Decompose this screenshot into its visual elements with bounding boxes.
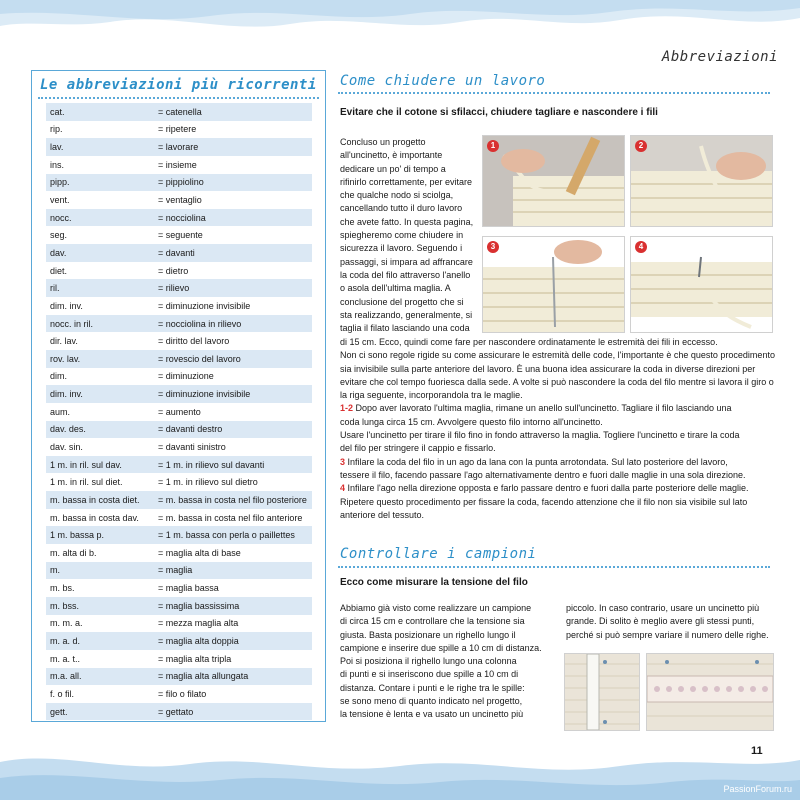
step-badge-1: 1 [487, 140, 499, 152]
abbreviation-meaning: = pippiolino [156, 174, 312, 192]
abbreviation-meaning: = maglia bassa [156, 579, 312, 597]
abbreviation-meaning: = maglia bassissima [156, 597, 312, 615]
abbreviation-row [46, 438, 312, 456]
abbreviation-meaning: = insieme [156, 156, 312, 174]
abbreviation-meaning: = aumento [156, 403, 312, 421]
abbreviation-row [46, 668, 312, 686]
step-photo-2-illustration [631, 136, 772, 226]
step-photo-3-illustration [483, 237, 624, 332]
abbreviation-row [46, 385, 312, 403]
abbreviation-term: dim. inv. [46, 297, 156, 315]
samples-left-line: Abbiamo già visto come realizzare un campione [340, 603, 532, 613]
step-1-2-line: del filo per stringere il cappio e fissarlo. [340, 443, 496, 454]
step-1-2-number: 1-2 [340, 403, 354, 414]
step-photo-4 [630, 236, 773, 333]
samples-section-title: Controllare i campioni [340, 546, 537, 562]
abbreviation-term: diet. [46, 262, 156, 280]
closing-intro-line: passaggi, si impara ad affrancare [340, 256, 473, 267]
closing-body-line: la riga seguente, incorporandola tra le maglie. [340, 390, 523, 401]
closing-intro-line: che avete fatto. In questa pagina, [340, 216, 474, 227]
abbreviation-term: rov. lav. [46, 350, 156, 368]
abbreviations-title: Le abbreviazioni più ricorrenti [40, 77, 317, 93]
samples-right-line: piccolo. In caso contrario, usare un uncinetto più [566, 603, 760, 613]
gauge-photo-1-illustration [565, 654, 639, 730]
abbreviation-term: vent. [46, 191, 156, 209]
abbreviation-row [46, 350, 312, 368]
closing-intro-line: che qualche nodo si sciolga, [340, 190, 454, 201]
abbreviation-row [46, 209, 312, 227]
abbreviation-term: dir. lav. [46, 332, 156, 350]
abbreviation-row [46, 368, 312, 386]
abbreviation-term: m. a. t.. [46, 650, 156, 668]
abbreviation-row [46, 685, 312, 703]
abbreviation-term: aum. [46, 403, 156, 421]
abbreviation-term: m. m. a. [46, 615, 156, 633]
watermark: PassionForum.ru [723, 784, 792, 794]
samples-left-lines [340, 602, 562, 722]
closing-body [340, 336, 775, 522]
abbreviation-meaning: = maglia alta doppia [156, 632, 312, 650]
abbreviation-row [46, 262, 312, 280]
abbreviation-meaning: = maglia alta allungata [156, 668, 312, 686]
step-3-line: tessere il filo, facendo passare l'ago alternativamente dentro e fuori dalle maglie in una sola direzione. [340, 469, 746, 480]
closing-intro-line: dedicare un po' di tempo a [340, 163, 446, 174]
abbreviation-meaning: = dietro [156, 262, 312, 280]
abbreviation-meaning: = gettato [156, 703, 312, 721]
closing-body-line: sia invisibile sulla parte anteriore del lavoro. È una buona idea assicurare la coda in diverse direzioni per [340, 363, 756, 374]
abbreviation-meaning: = m. bassa in costa nel filo posteriore [156, 491, 312, 509]
abbreviation-row [46, 421, 312, 439]
closing-intro-line: all'uncinetto, è importante [340, 150, 443, 161]
step-photo-4-illustration [631, 237, 772, 332]
abbreviation-row [46, 562, 312, 580]
step-badge-4: 4 [635, 241, 647, 253]
abbreviation-row [46, 632, 312, 650]
abbreviation-row [46, 650, 312, 668]
samples-left-line: di punti e si inseriscono due spille a 10 cm di [340, 669, 519, 680]
abbreviation-term: nocc. [46, 209, 156, 227]
abbreviation-row [46, 191, 312, 209]
step-1-2-rest [340, 416, 775, 456]
samples-left-text [340, 602, 562, 722]
abbreviation-meaning: = ripetere [156, 121, 312, 139]
closing-intro [340, 136, 480, 335]
abbreviation-row [46, 226, 312, 244]
abbreviation-term: ril. [46, 279, 156, 297]
closing-intro-lines [340, 136, 480, 335]
abbreviation-meaning: = seguente [156, 226, 312, 244]
abbreviation-term: dav. sin. [46, 438, 156, 456]
abbreviation-term: m. bss. [46, 597, 156, 615]
samples-left-line: giusta. Basta posizionare un righello lungo il [340, 629, 516, 640]
abbreviation-row [46, 473, 312, 491]
abbreviation-meaning: = maglia alta tripla [156, 650, 312, 668]
samples-left-line: Poi si posiziona il righello lungo una colonna [340, 656, 517, 667]
abbreviation-row [46, 526, 312, 544]
abbreviation-term: 1 m. in ril. sul diet. [46, 473, 156, 491]
abbreviation-meaning: = diminuzione invisibile [156, 385, 312, 403]
abbreviation-term: 1 m. in ril. sul dav. [46, 456, 156, 474]
abbreviation-term: dim. [46, 368, 156, 386]
closing-intro-line: la coda del filo attraverso l'anello [340, 269, 471, 280]
abbreviation-meaning: = lavorare [156, 138, 312, 156]
abbreviation-meaning: = rilievo [156, 279, 312, 297]
gauge-photo-1 [564, 653, 640, 731]
closing-title-divider [338, 92, 770, 94]
closing-intro-line: cancellando tutto il duro lavoro [340, 203, 463, 214]
samples-left-line: di circa 15 cm e controllare che la tensione sia [340, 616, 525, 627]
abbreviation-row [46, 315, 312, 333]
abbreviation-meaning: = nocciolina in rilievo [156, 315, 312, 333]
abbreviation-meaning: = davanti [156, 244, 312, 262]
abbreviation-row [46, 544, 312, 562]
step-1-2-line: Usare l'uncinetto per tirare il filo fino in fondo attraverso la maglia. Togliere l'uncinetto e tirare la coda [340, 430, 740, 441]
abbreviation-term: ins. [46, 156, 156, 174]
abbreviation-row [46, 703, 312, 721]
abbreviation-meaning: = 1 m. in rilievo sul dietro [156, 473, 312, 491]
closing-intro-line: rifinirlo correttamente, per evitare [340, 176, 473, 187]
step-1-2-line: coda lunga circa 15 cm. Avvolgere questo filo intorno all'uncinetto. [340, 416, 603, 427]
abbreviation-row [46, 491, 312, 509]
samples-title-divider [338, 566, 770, 568]
gauge-photo-2-illustration [647, 654, 773, 730]
abbreviation-row [46, 103, 312, 121]
abbreviation-term: seg. [46, 226, 156, 244]
abbreviation-meaning: = filo o filato [156, 685, 312, 703]
closing-intro-line: spiegheremo come chiudere in [340, 230, 464, 241]
step-4 [340, 482, 775, 495]
step-4-number: 4 [340, 483, 346, 494]
abbreviation-meaning: = mezza maglia alta [156, 615, 312, 633]
step-4-line-0: Infilare l'ago nella direzione opposta e farlo passare dentro e fuori dalla parte posteriore delle maglie. [345, 483, 749, 494]
closing-body-line: di 15 cm. Ecco, quindi come fare per nascondere ordinatamente le estremità dei fili in eccesso. [340, 337, 718, 347]
abbreviation-row [46, 456, 312, 474]
closing-intro-line: sta realizzando, generalmente, si [340, 309, 473, 320]
samples-left-line: campione e inserire due spille a 10 cm di distanza. [340, 642, 542, 653]
step-4-line: Ripetere questo procedimento per fissare la coda, facendo attenzione che il filo non sia visibile sul lato [340, 496, 748, 507]
abbreviation-row [46, 332, 312, 350]
abbreviation-row [46, 597, 312, 615]
abbreviation-meaning: = catenella [156, 103, 312, 121]
step-3-line-0: Infilare la coda del filo in un ago da lana con la punta arrotondata. Sul lato posteriore del lavoro, [345, 456, 728, 467]
samples-subtitle: Ecco come misurare la tensione del filo [340, 577, 528, 588]
abbreviation-term: 1 m. bassa p. [46, 526, 156, 544]
closing-subtitle: Evitare che il cotone si sfilacci, chiudere tagliare e nascondere i fili [340, 107, 658, 118]
abbreviation-row [46, 279, 312, 297]
top-wave-decoration [0, 0, 800, 40]
abbreviation-row [46, 138, 312, 156]
abbreviations-panel [31, 70, 326, 722]
abbreviation-meaning: = diminuzione [156, 368, 312, 386]
abbreviations-table [46, 103, 312, 720]
abbreviation-meaning: = nocciolina [156, 209, 312, 227]
abbreviation-meaning: = 1 m. in rilievo sul davanti [156, 456, 312, 474]
step-1-2-line-0: Dopo aver lavorato l'ultima maglia, rimane un anello sull'uncinetto. Tagliare il filo lasciando una [353, 403, 732, 414]
abbreviation-term: m.a. all. [46, 668, 156, 686]
closing-body-lines [340, 336, 775, 402]
abbreviation-term: m. bs. [46, 579, 156, 597]
abbreviation-row [46, 121, 312, 139]
abbreviation-term: dim. inv. [46, 385, 156, 403]
step-4-line: anteriore del tessuto. [340, 509, 425, 520]
abbreviation-meaning: = davanti sinistro [156, 438, 312, 456]
samples-right-line: grande. Di solito è meglio avere gli stessi punti, [566, 616, 755, 627]
abbreviation-row [46, 403, 312, 421]
abbreviation-term: gett. [46, 703, 156, 721]
abbreviation-term: pipp. [46, 174, 156, 192]
bottom-wave-decoration [0, 740, 800, 800]
samples-left-line: la tensione è lenta e va usato un uncinetto più [340, 709, 524, 720]
abbreviation-meaning: = m. bassa in costa nel filo anteriore [156, 509, 312, 527]
step-1-2 [340, 402, 775, 415]
closing-intro-line: Concluso un progetto [340, 137, 426, 147]
abbreviation-row [46, 244, 312, 262]
abbreviation-term: rip. [46, 121, 156, 139]
step-photo-1 [482, 135, 625, 227]
step-3 [340, 456, 775, 469]
abbreviation-meaning: = diminuzione invisibile [156, 297, 312, 315]
step-photo-2 [630, 135, 773, 227]
abbreviation-term: dav. des. [46, 421, 156, 439]
abbreviations-table-body [46, 103, 312, 720]
samples-left-line: se sono meno di quanto indicato nel progetto, [340, 696, 523, 707]
section-label: Abbreviazioni [661, 49, 778, 65]
samples-left-line: distanza. Contare i punti e le righe tra le spille: [340, 682, 525, 693]
step-4-rest [340, 496, 775, 523]
closing-intro-line: sicurezza il lavoro. Seguendo i [340, 243, 463, 254]
abbreviation-meaning: = maglia [156, 562, 312, 580]
step-badge-3: 3 [487, 241, 499, 253]
abbreviation-term: m. a. d. [46, 632, 156, 650]
abbreviation-row [46, 579, 312, 597]
samples-right-text [566, 602, 776, 642]
abbreviation-meaning: = ventaglio [156, 191, 312, 209]
step-photo-1-illustration [483, 136, 624, 226]
abbreviation-term: m. bassa in costa dav. [46, 509, 156, 527]
abbreviation-term: dav. [46, 244, 156, 262]
step-3-number: 3 [340, 456, 346, 467]
step-photo-3 [482, 236, 625, 333]
abbreviation-meaning: = diritto del lavoro [156, 332, 312, 350]
abbreviation-row [46, 156, 312, 174]
abbreviation-term: m. [46, 562, 156, 580]
closing-section-title: Come chiudere un lavoro [340, 73, 546, 89]
gauge-photo-2 [646, 653, 774, 731]
step-badge-2: 2 [635, 140, 647, 152]
abbreviation-row [46, 297, 312, 315]
abbreviation-meaning: = 1 m. bassa con perla o paillettes [156, 526, 312, 544]
samples-right-line: perché si può sempre variare il numero delle righe. [566, 629, 769, 640]
abbreviation-term: lav. [46, 138, 156, 156]
samples-right-lines [566, 602, 776, 642]
abbreviation-term: f. o fil. [46, 685, 156, 703]
abbreviation-row [46, 615, 312, 633]
abbreviation-term: cat. [46, 103, 156, 121]
closing-intro-line: taglia il filato lasciando una coda [340, 323, 470, 334]
abbreviations-title-divider [38, 97, 319, 99]
closing-intro-line: conclusione del progetto che si [340, 296, 464, 307]
closing-intro-line: o asola dell'ultima maglia. A [340, 283, 451, 294]
abbreviation-term: m. alta di b. [46, 544, 156, 562]
abbreviation-meaning: = maglia alta di base [156, 544, 312, 562]
abbreviation-meaning: = rovescio del lavoro [156, 350, 312, 368]
abbreviation-row [46, 174, 312, 192]
abbreviation-row [46, 509, 312, 527]
page-number: 11 [751, 745, 763, 757]
abbreviation-term: nocc. in ril. [46, 315, 156, 333]
step-3-rest [340, 469, 775, 482]
abbreviation-term: m. bassa in costa diet. [46, 491, 156, 509]
closing-body-line: evitare che col tempo fuoriesca dalla sede. A volte si può nascondere la coda del filo mentre si lavora il giro o [340, 376, 774, 387]
closing-body-line: Non ci sono regole rigide su come assicurare le estremità delle code, l'importante è che questo procedimento [340, 350, 775, 361]
abbreviation-meaning: = davanti destro [156, 421, 312, 439]
